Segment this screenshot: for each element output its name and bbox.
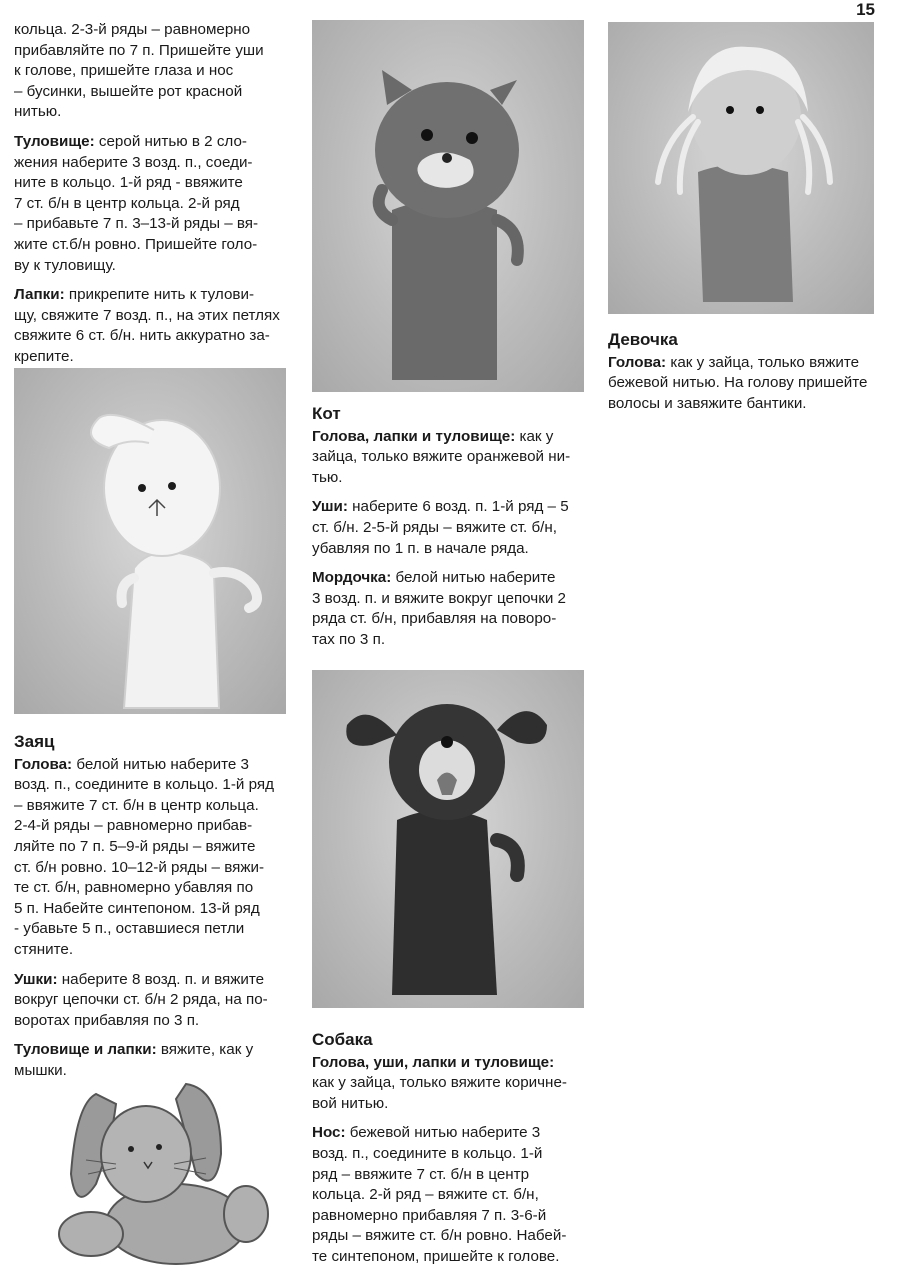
girl-title: Девочка — [608, 330, 678, 349]
dog-photo — [312, 670, 584, 1008]
dog-toy-image — [312, 670, 584, 1008]
dog-nose-paragraph: Нос: бежевой нитью наберите 3 возд. п., соедините в кольцо. 1-й ряд – ввяжите 7 ст. б/н в центр кольца. 2-й ряд – вяжите ст. б/н, равномерно прибавляя 7 п. 3-6-й ряды – вяжите ст. б/н ровно. Набей- те синтепоном, пришейте к голове. — [312, 1124, 567, 1265]
dog-title: Собака — [312, 1030, 373, 1049]
cat-muzzle-paragraph: Мордочка: белой нитью наберите 3 возд. п. и вяжите вокруг цепочки 2 ряда ст. б/н, прибавляя на поворо- тах по 3 п. — [312, 569, 566, 648]
column-1-top — [14, 20, 294, 377]
hare-photo — [14, 368, 286, 714]
body-paragraph: Туловище: серой нитью в 2 сло- жения наберите 3 возд. п., соеди- ните в кольцо. 1-й ряд - ввяжите 7 ст. б/н в центр кольца. 2-й ряд – прибавьте 7 п. 3–13-й ряды – вя- жите ст.б/н ровно. Пришейте голо- ву к туловищу. — [14, 132, 259, 274]
bunny-clipart — [56, 1064, 276, 1270]
intro-paragraph: кольца. 2-3-й ряды – равномерно прибавляйте по 7 п. Пришейте уши к голове, пришейте глаза и нос – бусинки, вышейте рот красной нитью. — [14, 21, 264, 121]
paws-paragraph: Лапки: прикрепите нить к тулови- щу, свяжите 7 возд. п., на этих петлях свяжите 6 ст. б/н. нить аккуратно за- крепите. — [14, 286, 280, 365]
girl-toy-image — [608, 22, 874, 314]
dog-head-paragraph: Голова, уши, лапки и туловище: как у зайца, только вяжите коричне- вой нитью. — [312, 1053, 567, 1112]
page-number: 15 — [856, 0, 875, 19]
cat-head-paragraph: Голова, лапки и туловище: как у зайца, только вяжите оранжевой ни- тью. — [312, 427, 571, 486]
bunny-illustration — [56, 1064, 276, 1270]
dog-section — [312, 1030, 597, 1277]
cat-ears-paragraph: Уши: наберите 6 возд. п. 1-й ряд – 5 ст. б/н. 2-5-й ряды – вяжите ст. б/н, убавляя по 1 п. в начале ряда. — [312, 498, 569, 557]
girl-photo — [608, 22, 874, 314]
hare-toy-image — [14, 368, 286, 714]
hare-ears-paragraph: Ушки: наберите 8 возд. п. и вяжите вокруг цепочки ст. б/н 2 ряда, на по- воротах прибавляя по 3 п. — [14, 970, 268, 1029]
girl-head-paragraph: Голова: как у зайца, только вяжите бежевой нитью. На голову пришейте волосы и завяжите бантики. — [608, 353, 868, 412]
hare-title: Заяц — [14, 732, 55, 751]
cat-section — [312, 404, 592, 660]
hare-head-paragraph: Голова: белой нитью наберите 3 возд. п., соедините в кольцо. 1-й ряд – ввяжите 7 ст. б/н в центр кольца. 2-4-й ряды – равномерно прибав- ляйте по 7 п. 5–9-й ряды – вяжите ст. б/н ровно. 10–12-й ряды – вяжи- те ст. б/н, равномерно убавляя по 5 п. Набейте синтепоном. 13-й ряд - убавьте 5 п., оставшиеся петли стяните. — [14, 755, 274, 958]
cat-photo — [312, 20, 584, 392]
cat-toy-image — [312, 20, 584, 392]
cat-title: Кот — [312, 404, 341, 423]
hare-body-paragraph: Туловище и лапки: вяжите, как у мышки. — [14, 1041, 254, 1079]
girl-section — [608, 330, 898, 423]
hare-section — [14, 732, 294, 1091]
